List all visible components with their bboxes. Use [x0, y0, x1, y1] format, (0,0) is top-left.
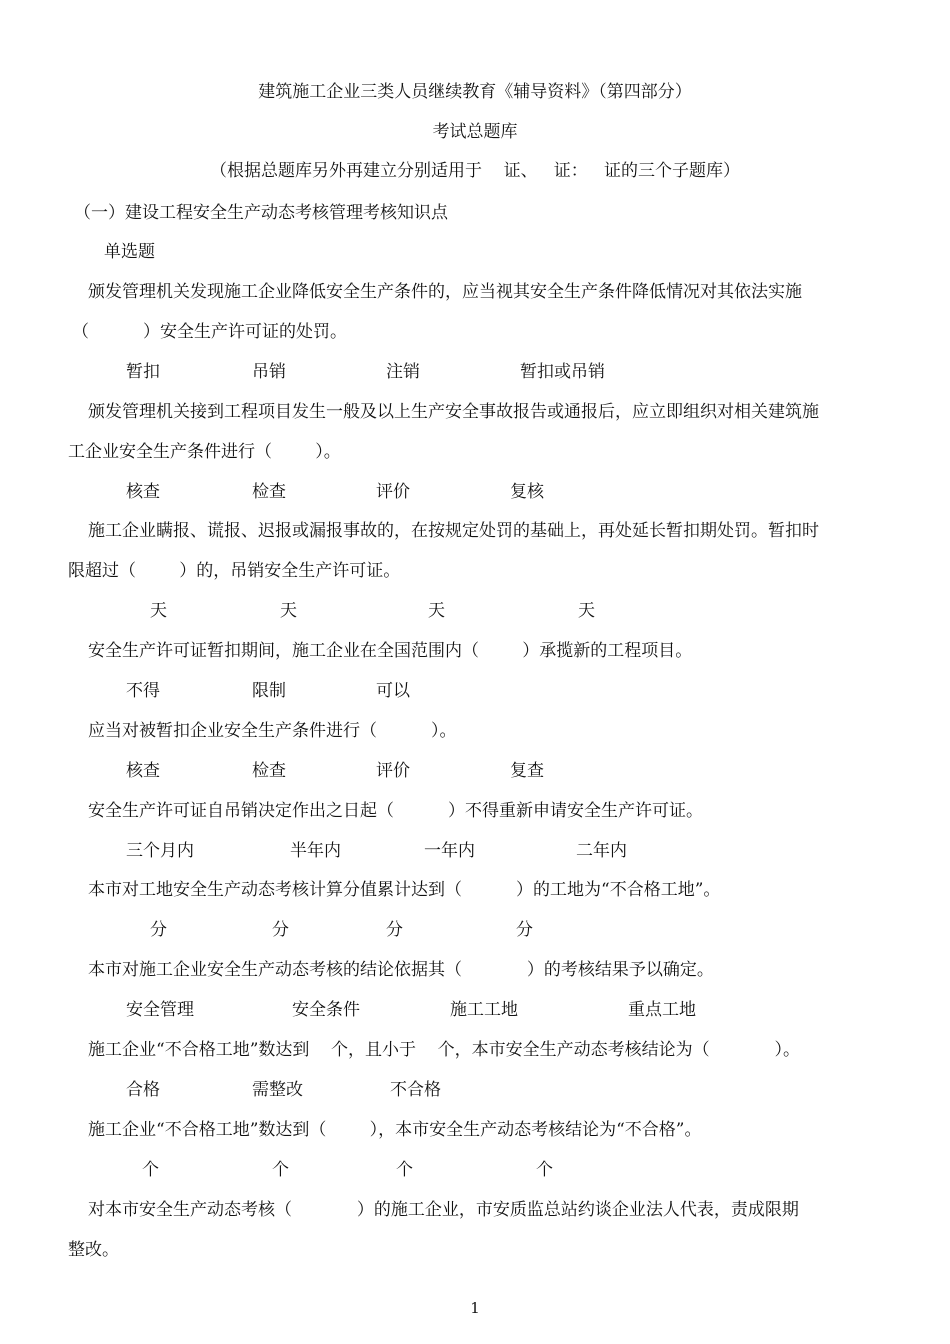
question-5-line-1: 应当对被暂扣企业安全生产条件进行（ ）。	[88, 721, 457, 741]
question-9-option-a: 合格	[126, 1080, 160, 1100]
question-5-option-b: 检查	[252, 761, 286, 781]
question-4-option-a: 不得	[126, 681, 160, 701]
question-9-option-c: 不合格	[390, 1080, 441, 1100]
question-6-option-d: 二年内	[576, 841, 627, 861]
question-1-option-b: 吊销	[252, 362, 286, 382]
question-1-option-a: 暂扣	[126, 362, 160, 382]
question-10-option-a: 个	[142, 1160, 159, 1180]
question-8-option-a: 安全管理	[126, 1000, 194, 1020]
question-type-label: 单选题	[104, 242, 155, 262]
question-6-line-1: 安全生产许可证自吊销决定作出之日起（ ）不得重新申请安全生产许可证。	[88, 801, 704, 821]
question-2-option-c: 评价	[376, 482, 410, 502]
question-8-option-d: 重点工地	[628, 1000, 696, 1020]
question-7-option-d: 分	[516, 920, 533, 940]
question-4-line-1: 安全生产许可证暂扣期间，施工企业在全国范围内（ ）承揽新的工程项目。	[88, 641, 693, 661]
question-11-line-2: 整改。	[68, 1240, 119, 1260]
question-4-option-b: 限制	[252, 681, 286, 701]
question-10-option-d: 个	[536, 1160, 553, 1180]
question-10-option-b: 个	[272, 1160, 289, 1180]
question-9-option-b: 需整改	[252, 1080, 303, 1100]
question-3-line-2: 限超过（ ）的，吊销安全生产许可证。	[68, 561, 401, 581]
question-6-option-b: 半年内	[290, 841, 341, 861]
question-3-line-1: 施工企业瞒报、谎报、迟报或漏报事故的，在按规定处罚的基础上，再处延长暂扣期处罚。暂扣时	[88, 521, 819, 541]
page-number: 1	[470, 1299, 480, 1317]
question-10-line-1: 施工企业“不合格工地”数达到（ ），本市安全生产动态考核结论为“不合格”。	[88, 1120, 702, 1140]
question-5-option-c: 评价	[376, 761, 410, 781]
question-7-line-1: 本市对工地安全生产动态考核计算分值累计达到（ ）的工地为“不合格工地”。	[88, 880, 721, 900]
question-2-option-d: 复核	[510, 482, 544, 502]
question-8-option-b: 安全条件	[292, 1000, 360, 1020]
question-10-option-c: 个	[396, 1160, 413, 1180]
question-1-option-d: 暂扣或吊销	[520, 362, 605, 382]
question-2-option-a: 核查	[126, 482, 160, 502]
question-3-option-d: 天	[578, 601, 595, 621]
document-note: （根据总题库另外再建立分别适用于 证、 证： 证的三个子题库）	[209, 161, 741, 181]
question-7-option-a: 分	[150, 920, 167, 940]
question-8-line-1: 本市对施工企业安全生产动态考核的结论依据其（ ）的考核结果予以确定。	[88, 960, 714, 980]
question-3-option-b: 天	[280, 601, 297, 621]
question-2-line-2: 工企业安全生产条件进行（ ）。	[68, 442, 341, 462]
document-title: 建筑施工企业三类人员继续教育《辅导资料》（第四部分）	[258, 82, 692, 102]
document-subtitle: 考试总题库	[432, 122, 518, 142]
question-11-line-1: 对本市安全生产动态考核（ ）的施工企业，市安质监总站约谈企业法人代表，责成限期	[88, 1200, 799, 1220]
question-1-option-c: 注销	[386, 362, 420, 382]
question-2-option-b: 检查	[252, 482, 286, 502]
question-3-option-a: 天	[150, 601, 167, 621]
question-9-line-1: 施工企业“不合格工地”数达到 个，且小于 个，本市安全生产动态考核结论为（ ）。	[88, 1040, 800, 1060]
question-6-option-c: 一年内	[424, 841, 475, 861]
question-8-option-c: 施工工地	[450, 1000, 518, 1020]
question-6-option-a: 三个月内	[126, 841, 194, 861]
question-1-line-2: （ ）安全生产许可证的处罚。	[72, 322, 348, 342]
question-2-line-1: 颁发管理机关接到工程项目发生一般及以上生产安全事故报告或通报后，应立即组织对相关建筑施	[88, 402, 819, 422]
question-5-option-d: 复查	[510, 761, 544, 781]
question-7-option-b: 分	[272, 920, 289, 940]
question-5-option-a: 核查	[126, 761, 160, 781]
question-3-option-c: 天	[428, 601, 445, 621]
section-heading: （一）建设工程安全生产动态考核管理考核知识点	[74, 203, 448, 223]
question-4-option-c: 可以	[376, 681, 410, 701]
question-1-line-1: 颁发管理机关发现施工企业降低安全生产条件的，应当视其安全生产条件降低情况对其依法实施	[88, 282, 802, 302]
question-7-option-c: 分	[386, 920, 403, 940]
